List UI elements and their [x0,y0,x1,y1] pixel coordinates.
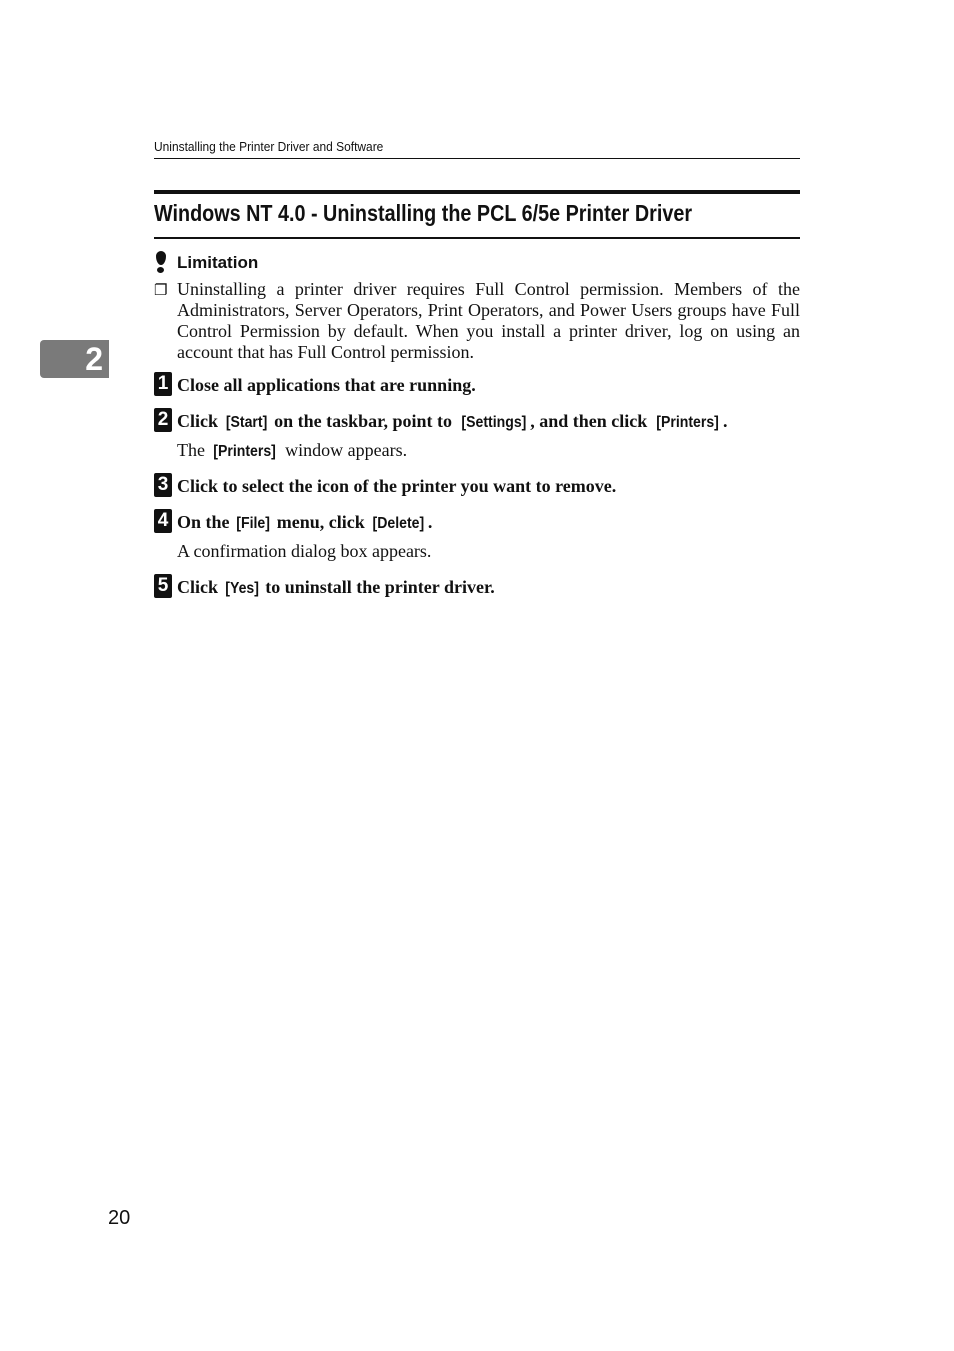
step-number: 5 [154,574,172,598]
step-instruction: Click [Yes] to uninstall the printer driver. [177,577,495,597]
step-result: A confirmation dialog box appears. [177,541,432,561]
step-number: 3 [154,473,172,497]
start-key: [Start] [225,414,267,431]
printers-key: [Printers] [656,414,719,431]
settings-key: [Settings] [460,414,526,431]
limitation-text: Uninstalling a printer driver requires Full Control permission. Members of the Administrators, Server Operators, Print Operators, and Power Users groups have Full Control Permission by default. When you install a printer driver, log on using an account that has Full Control permission. [177,279,800,362]
header-divider [154,158,800,159]
limitation-heading [154,251,258,273]
printers-key: [Printers] [213,443,277,460]
step-1 [154,375,800,396]
yes-key: [Yes] [224,580,259,597]
step-instruction: Click to select the icon of the printer you want to remove. [177,476,617,496]
chapter-tab: 2 [40,340,109,378]
checkbox-icon: ❐ [154,281,168,299]
section-title: Windows NT 4.0 - Uninstalling the PCL 6/5e Printer Driver [154,200,693,226]
file-key: [File] [236,515,270,532]
step-2 [154,411,800,462]
limitation-label: Limitation [177,253,259,272]
step-result: The [Printers] window appears. [177,440,408,460]
step-instruction: Close all applications that are running. [177,375,476,395]
title-bottom-rule [154,237,800,239]
page-number: 20 [108,1207,131,1229]
title-top-rule [154,190,800,194]
step-5 [154,577,800,599]
exclamation-drop-icon [154,251,168,273]
running-head: Uninstalling the Printer Driver and Software [154,139,384,154]
step-number: 4 [154,509,172,533]
step-3 [154,476,800,497]
delete-key: [Delete] [372,515,425,532]
step-number: 2 [154,408,172,432]
step-instruction: Click [Start] on the taskbar, point to [Settings] , and then click [Printers] . [177,411,728,431]
step-instruction: On the [File] menu, click [Delete] . [177,512,433,532]
step-4 [154,512,800,562]
step-number: 1 [154,372,172,396]
limitation-note [154,279,800,363]
